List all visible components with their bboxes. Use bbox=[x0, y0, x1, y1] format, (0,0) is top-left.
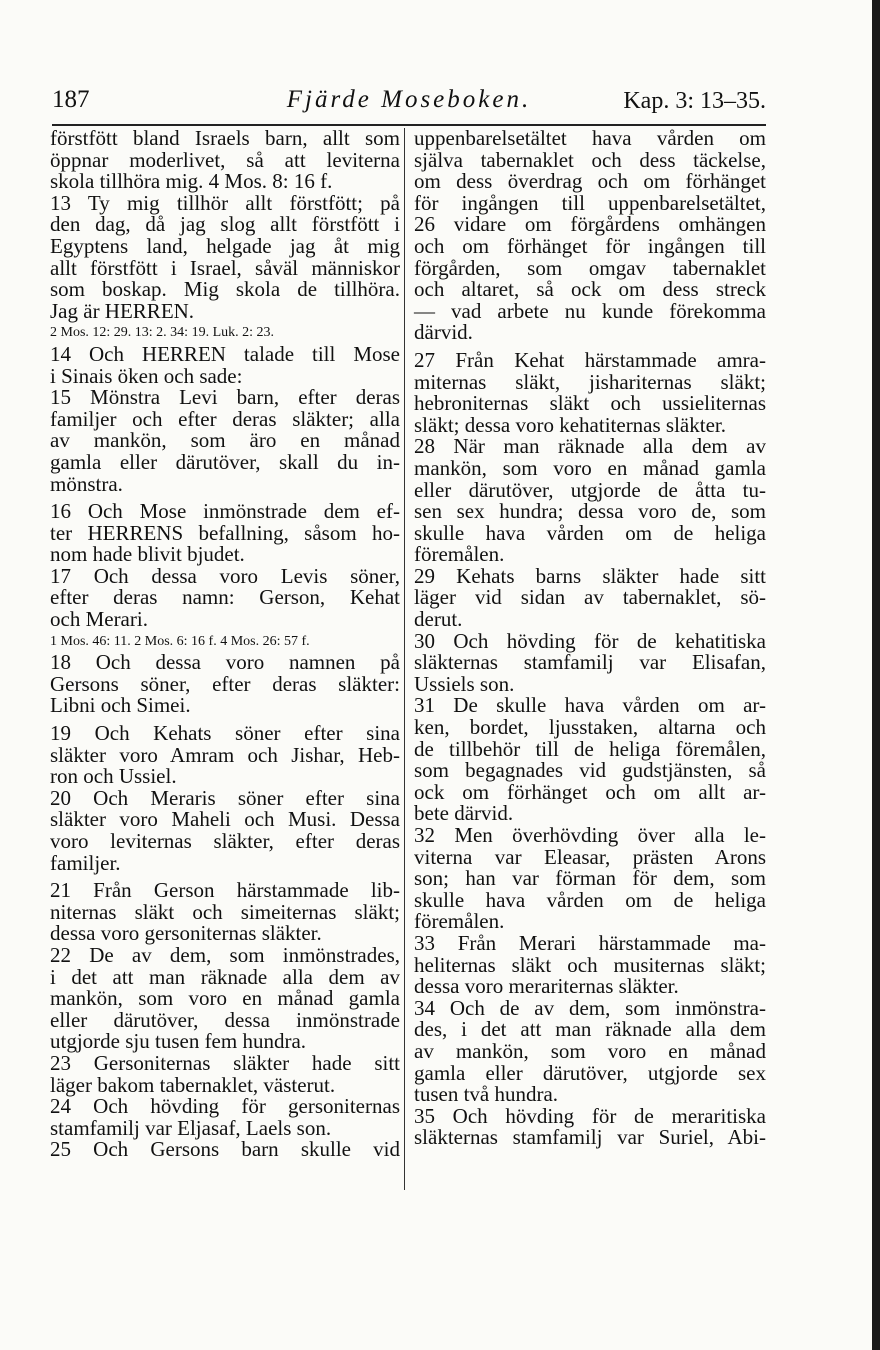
text-line: den dag, då jag slog allt förstfött i bbox=[50, 212, 400, 237]
text-line: därvid. bbox=[414, 320, 473, 345]
page-header bbox=[52, 86, 766, 122]
page-number: 187 bbox=[52, 86, 90, 113]
text-line: skola tillhöra mig. 4 Mos. 8: 16 f. bbox=[50, 169, 333, 194]
text-line: skulle hava vården om de heliga bbox=[414, 520, 766, 545]
text-line: de tillbehör till de heliga föremålen, bbox=[414, 736, 766, 761]
text-line: 24 Och hövding för gersoniternas bbox=[50, 1094, 400, 1119]
right-column bbox=[414, 128, 766, 1149]
text-line: 33 Från Merari härstammade ma- bbox=[414, 930, 766, 955]
text-line: och Merari. bbox=[50, 607, 148, 632]
text-line: läger vid sidan av tabernaklet, sö- bbox=[414, 585, 766, 610]
text-line: 35 Och hövding för de meraritiska bbox=[414, 1103, 766, 1128]
text-line: 19 Och Kehats söner efter sina bbox=[50, 721, 400, 746]
text-line: förgården, som omgav tabernaklet bbox=[414, 255, 766, 280]
text-line: sen sex hundra; dessa voro de, som bbox=[414, 499, 766, 524]
text-line: släkter voro Maheli och Musi. Dessa bbox=[50, 807, 400, 832]
text-line: ron och Ussiel. bbox=[50, 764, 177, 789]
text-line: mankön, som voro en månad gamla bbox=[50, 986, 400, 1011]
text-line: förstfött bland Israels barn, allt som bbox=[50, 126, 400, 150]
text-line: 32 Men överhövding över alla le- bbox=[414, 823, 766, 847]
text-line: eller därutöver, utgjorde de åtta tu- bbox=[414, 477, 766, 502]
text-line: Libni och Simei. bbox=[50, 693, 191, 718]
text-line: öppnar moderlivet, så att leviterna bbox=[50, 147, 400, 172]
text-line: i det att man räknade alla dem av bbox=[50, 964, 400, 989]
text-line: Jag är HERREN. bbox=[50, 298, 195, 323]
text-line: föremålen. bbox=[414, 542, 505, 567]
column-divider bbox=[404, 128, 405, 1190]
text-line: 25 Och Gersons barn skulle vid bbox=[50, 1137, 400, 1162]
text-line: gamla eller därutöver, skall du in- bbox=[50, 449, 400, 474]
text-line: 28 När man räknade alla dem av bbox=[414, 434, 766, 459]
text-line: och altaret, så ock om dess streck bbox=[414, 277, 766, 302]
text-line: 20 Och Meraris söner efter sina bbox=[50, 785, 400, 810]
text-line: gamla eller därutöver, utgjorde sex bbox=[414, 1060, 766, 1085]
text-line: Gersons söner, efter deras släkter: bbox=[50, 671, 400, 696]
text-line: 17 Och dessa voro Levis söner, bbox=[50, 563, 400, 588]
text-line: som begagnades vid gudstjänsten, så bbox=[414, 758, 766, 783]
text-line: 31 De skulle hava vården om ar- bbox=[414, 693, 766, 718]
text-line: hebroniternas släkt och ussieliternas bbox=[414, 391, 766, 416]
text-line: 26 vidare om förgårdens omhängen bbox=[414, 212, 766, 237]
text-line: 15 Mönstra Levi barn, efter deras bbox=[50, 385, 400, 410]
text-line: son; han var förman för dem, som bbox=[414, 866, 766, 891]
text-line: 13 Ty mig tillhör allt förstfött; på bbox=[50, 190, 400, 215]
text-line: av mankön, som äro en månad bbox=[50, 428, 400, 453]
text-line: dessa voro merariternas släkter. bbox=[414, 974, 679, 999]
text-line: utgjorde sju tusen fem hundra. bbox=[50, 1029, 307, 1054]
text-line: bete därvid. bbox=[414, 801, 514, 826]
text-line: släkternas stamfamilj var Elisafan, bbox=[414, 650, 766, 675]
text-line: 21 Från Gerson härstammade lib- bbox=[50, 878, 400, 903]
text-line: mönstra. bbox=[50, 471, 123, 496]
text-line: nom hade blivit bjudet. bbox=[50, 542, 245, 567]
text-line: skulle hava vården om de heliga bbox=[414, 887, 766, 912]
text-line: själva tabernaklet och dess täckelse, bbox=[414, 147, 766, 172]
text-line: heliternas släkt och musiternas släkt; bbox=[414, 952, 766, 977]
text-line: allt förstfött i Israel, såväl människor bbox=[50, 255, 400, 280]
text-line: om dess överdrag och om förhänget bbox=[414, 169, 766, 194]
text-line: dessa voro gersoniternas släkter. bbox=[50, 921, 322, 946]
text-line: 18 Och dessa voro namnen på bbox=[50, 650, 400, 675]
text-line: släkternas stamfamilj var Suriel, Abi- bbox=[414, 1125, 766, 1150]
text-line: 23 Gersoniternas släkter hade sitt bbox=[50, 1050, 400, 1075]
text-line: 22 De av dem, som inmönstrades, bbox=[50, 942, 400, 967]
left-column bbox=[50, 128, 400, 1161]
text-line: tusen två hundra. bbox=[414, 1082, 559, 1107]
chapter-reference: Kap. 3: 13–35. bbox=[623, 88, 766, 114]
text-line: efter deras namn: Gerson, Kehat bbox=[50, 585, 400, 610]
text-line: mankön, som voro en månad gamla bbox=[414, 455, 766, 480]
text-line: familjer. bbox=[50, 850, 121, 875]
text-line: av mankön, som voro en månad bbox=[414, 1038, 766, 1063]
text-line: niternas släkt och simeiternas släkt; bbox=[50, 899, 400, 924]
text-line: familjer och efter deras släkter; alla bbox=[50, 406, 400, 431]
text-line: derut. bbox=[414, 607, 463, 632]
text-line: 29 Kehats barns släkter hade sitt bbox=[414, 563, 766, 588]
text-line: stamfamilj var Eljasaf, Laels son. bbox=[50, 1115, 332, 1140]
text-line: eller därutöver, dessa inmönstrade bbox=[50, 1007, 400, 1032]
text-line: uppenbarelsetältet hava vården om bbox=[414, 126, 766, 150]
text-line: för ingången till uppenbarelsetältet, bbox=[414, 190, 766, 215]
text-line: des, i det att man räknade alla dem bbox=[414, 1017, 766, 1042]
cross-reference-line: 1 Mos. 46: 11. 2 Mos. 6: 16 f. 4 Mos. 26: 57 f. bbox=[50, 633, 310, 649]
text-line: i Sinais öken och sade: bbox=[50, 363, 243, 388]
text-line: viterna var Eleasar, prästen Arons bbox=[414, 844, 766, 869]
text-line: ock om förhänget och om allt ar- bbox=[414, 779, 766, 804]
running-title: Fjärde Moseboken. bbox=[286, 86, 532, 113]
text-line: 27 Från Kehat härstammade amra- bbox=[414, 347, 766, 372]
text-line: — vad arbete nu kunde förekomma bbox=[414, 298, 766, 323]
text-line: föremålen. bbox=[414, 909, 505, 934]
text-line: miternas släkt, jishariternas släkt; bbox=[414, 369, 766, 394]
text-line: 14 Och HERREN talade till Mose bbox=[50, 341, 400, 366]
text-line: 30 Och hövding för de kehatitiska bbox=[414, 628, 766, 653]
text-line: och om förhänget för ingången till bbox=[414, 233, 766, 258]
text-line: släkter voro Amram och Jishar, Heb- bbox=[50, 742, 400, 767]
scan-edge bbox=[872, 0, 880, 1350]
text-line: ken, bordet, ljusstaken, altarna och bbox=[414, 715, 766, 740]
text-line: Ussiels son. bbox=[414, 671, 515, 696]
text-line: som boskap. Mig skola de tillhöra. bbox=[50, 277, 400, 302]
text-line: Egyptens land, helgade jag åt mig bbox=[50, 233, 400, 258]
text-line: 34 Och de av dem, som inmönstra- bbox=[414, 995, 766, 1020]
cross-reference-line: 2 Mos. 12: 29. 13: 2. 34: 19. Luk. 2: 23. bbox=[50, 325, 275, 341]
text-line: ter HERRENS befallning, såsom ho- bbox=[50, 520, 400, 545]
text-line: läger bakom tabernaklet, västerut. bbox=[50, 1072, 336, 1097]
text-line: 16 Och Mose inmönstrade dem ef- bbox=[50, 499, 400, 524]
text-line: voro leviternas släkter, efter deras bbox=[50, 829, 400, 853]
text-line: släkt; dessa voro kehatiternas släkter. bbox=[414, 412, 726, 437]
